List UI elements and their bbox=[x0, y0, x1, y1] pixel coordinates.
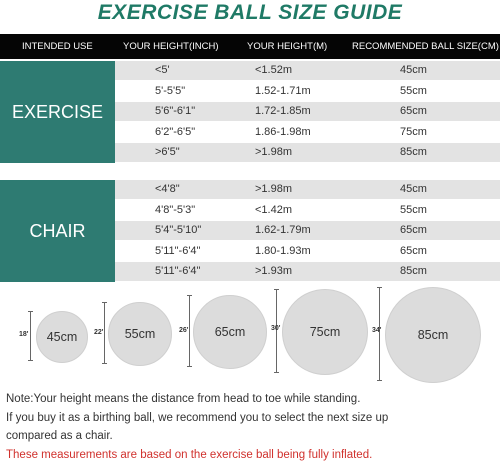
section-label-exercise: EXERCISE bbox=[0, 61, 115, 163]
ball-size-label: 45cm bbox=[46, 330, 78, 344]
cell-height-m: >1.93m bbox=[255, 265, 292, 277]
cell-height-inch: <4'8" bbox=[155, 183, 180, 195]
table-row bbox=[115, 180, 500, 199]
exercise-section bbox=[0, 61, 500, 163]
header-ball-size: RECOMMENDED BALL SIZE(CM) bbox=[352, 41, 499, 52]
ball-height-label: 34' bbox=[372, 327, 382, 334]
ball-size-label: 85cm bbox=[417, 328, 449, 342]
notes bbox=[6, 390, 496, 464]
cell-ball-size: 85cm bbox=[400, 146, 427, 158]
cell-ball-size: 45cm bbox=[400, 183, 427, 195]
ball-75cm bbox=[282, 289, 368, 375]
cell-height-inch: 4'8"-5'3" bbox=[155, 203, 196, 216]
cell-ball-size: 85cm bbox=[400, 265, 427, 277]
table-row bbox=[115, 262, 500, 281]
cell-ball-size: 75cm bbox=[400, 125, 427, 138]
ball-height-label: 26' bbox=[179, 327, 189, 334]
cell-height-m: 1.62-1.79m bbox=[255, 224, 311, 236]
ball-85cm bbox=[385, 287, 481, 383]
cell-height-inch: 5'11"-6'4" bbox=[155, 265, 201, 277]
table-row bbox=[115, 82, 500, 101]
cell-ball-size: 65cm bbox=[400, 224, 427, 236]
cell-height-inch: <5' bbox=[155, 64, 170, 76]
table-row bbox=[115, 201, 500, 220]
ball-size-illustration bbox=[0, 287, 500, 382]
ball-height-label: 18' bbox=[19, 331, 29, 338]
header-height-inch: YOUR HEIGHT(INCH) bbox=[123, 41, 219, 52]
note-birthing-ball: If you buy it as a birthing ball, we recommend you to select the next size up bbox=[6, 411, 389, 424]
cell-ball-size: 55cm bbox=[400, 84, 427, 97]
cell-height-inch: >6'5" bbox=[155, 146, 180, 158]
cell-ball-size: 45cm bbox=[400, 64, 427, 76]
page-title: EXERCISE BALL SIZE GUIDE bbox=[97, 1, 403, 24]
header-intended-use: INTENDED USE bbox=[22, 41, 93, 52]
ball-size-label: 65cm bbox=[214, 325, 246, 339]
cell-height-m: 1.86-1.98m bbox=[255, 125, 311, 138]
cell-height-m: 1.72-1.85m bbox=[255, 105, 311, 117]
ball-height-label: 22' bbox=[94, 329, 104, 336]
ball-size-label: 75cm bbox=[309, 325, 341, 339]
dimension-line bbox=[104, 302, 105, 364]
table-row bbox=[115, 221, 500, 240]
cell-height-m: >1.98m bbox=[255, 146, 292, 158]
table-row bbox=[115, 123, 500, 142]
cell-height-m: <1.42m bbox=[255, 203, 292, 216]
cell-height-inch: 6'2"-6'5" bbox=[155, 125, 196, 138]
cell-height-inch: 5'11"-6'4" bbox=[155, 244, 201, 257]
ball-65cm bbox=[193, 295, 267, 369]
table-row bbox=[115, 102, 500, 121]
cell-height-m: 1.80-1.93m bbox=[255, 244, 311, 257]
cell-height-inch: 5'4"-5'10" bbox=[155, 224, 202, 236]
table-row bbox=[115, 61, 500, 80]
ball-size-label: 55cm bbox=[124, 327, 156, 341]
cell-height-m: 1.52-1.71m bbox=[255, 84, 311, 97]
dimension-line bbox=[30, 311, 31, 361]
note-warning: These measurements are based on the exercise ball being fully inflated. bbox=[6, 448, 373, 461]
exercise-rows bbox=[115, 61, 500, 164]
cell-height-m: <1.52m bbox=[255, 64, 292, 76]
cell-height-inch: 5'-5'5" bbox=[155, 84, 186, 97]
ball-45cm bbox=[36, 311, 88, 363]
ball-height-label: 30' bbox=[271, 325, 281, 332]
cell-ball-size: 65cm bbox=[400, 244, 427, 257]
note-height: Note:Your height means the distance from head to toe while standing. bbox=[6, 393, 361, 405]
chair-rows bbox=[115, 180, 500, 283]
table-header bbox=[0, 34, 500, 59]
cell-height-inch: 5'6"-6'1" bbox=[155, 105, 196, 117]
table-row bbox=[115, 143, 500, 162]
dimension-line bbox=[189, 295, 190, 367]
cell-height-m: >1.98m bbox=[255, 183, 292, 195]
chair-section bbox=[0, 180, 500, 282]
cell-ball-size: 65cm bbox=[400, 105, 427, 117]
note-birthing-ball-cont: compared as a chair. bbox=[6, 430, 113, 442]
header-height-m: YOUR HEIGHT(M) bbox=[247, 41, 328, 52]
table-row bbox=[115, 242, 500, 261]
cell-ball-size: 55cm bbox=[400, 203, 427, 216]
section-label-chair: CHAIR bbox=[0, 180, 115, 282]
ball-55cm bbox=[108, 302, 172, 366]
dimension-line bbox=[379, 287, 380, 381]
